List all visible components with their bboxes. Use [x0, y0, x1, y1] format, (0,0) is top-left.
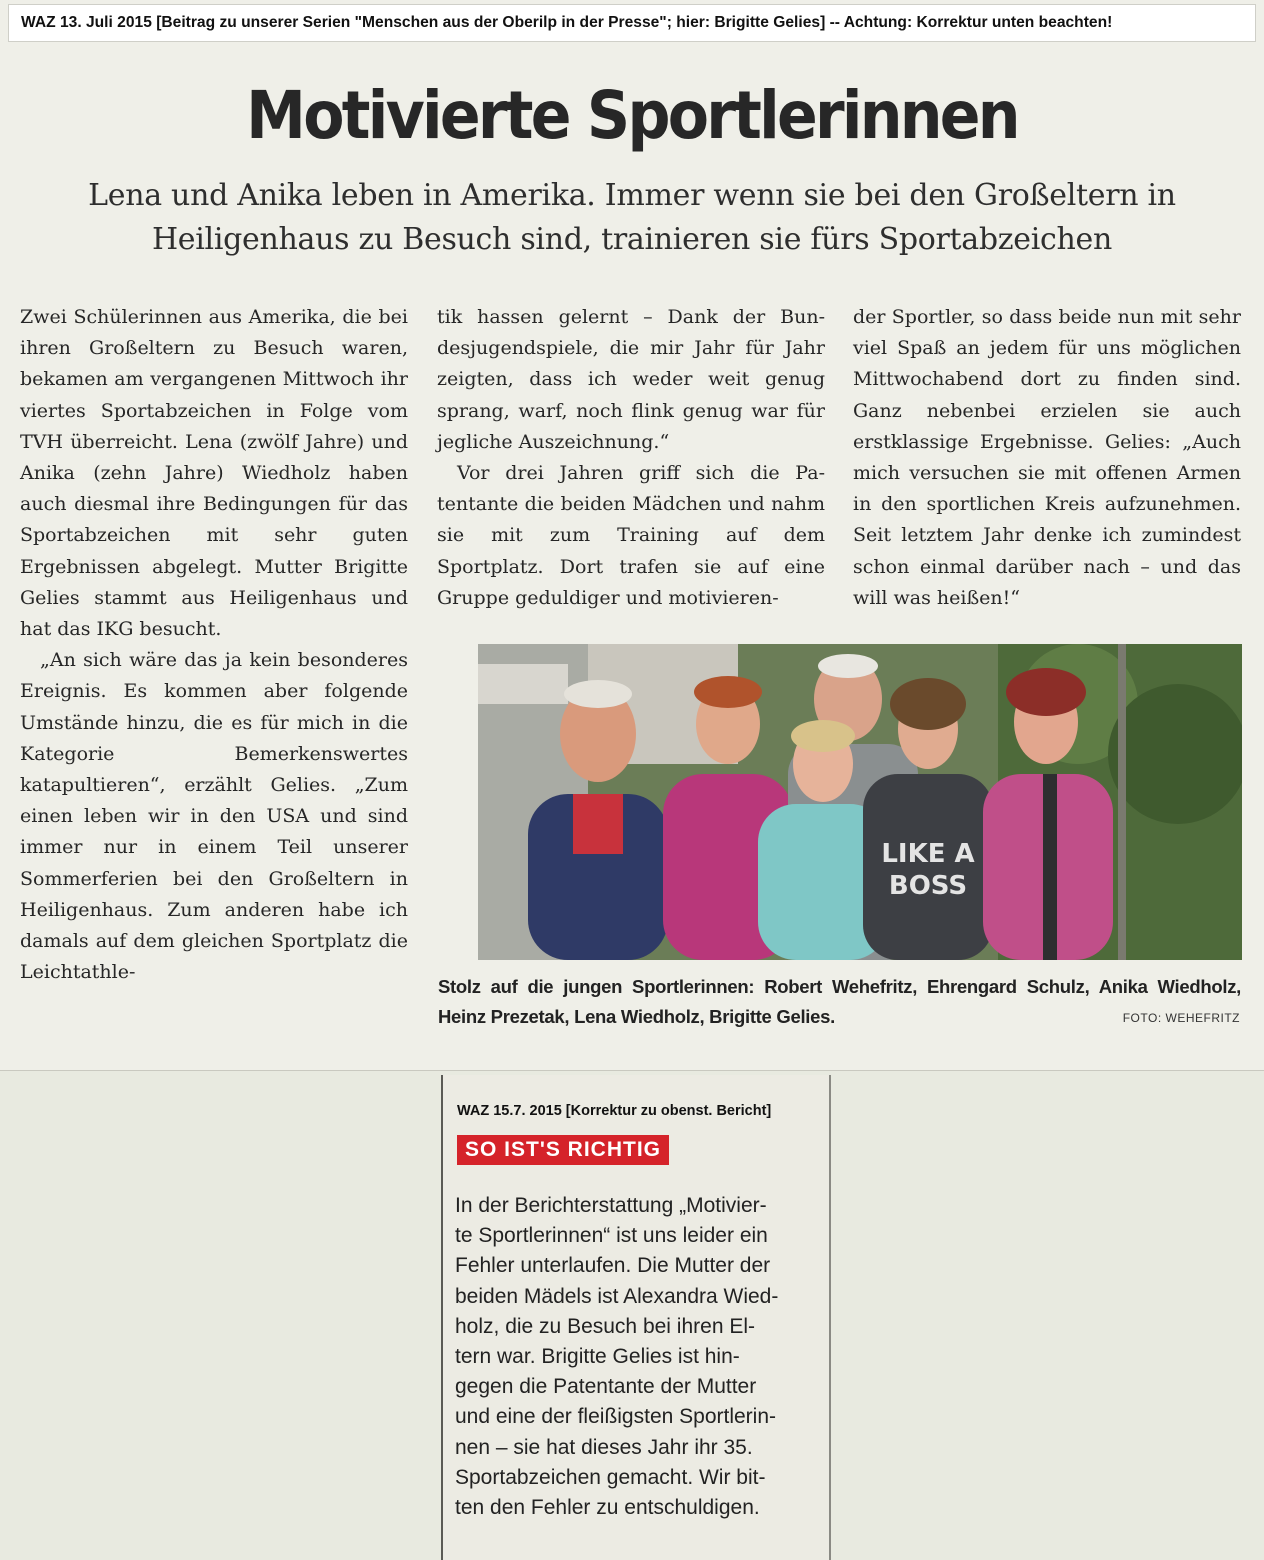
body-paragraph: Vor drei Jahren griff sich die Patentante die beiden Mädchen und nahm sie mit zum Training auf dem Sportplatz. Dort trafen sie auf eine Gruppe geduldiger und motivieren-: [437, 462, 825, 609]
shirt-print-line: LIKE A: [881, 839, 975, 869]
correction-text: [455, 1191, 819, 1523]
correction-line: tern war. Brigitte Gelies ist hin-: [455, 1345, 740, 1369]
correction-line: Fehler unterlaufen. Die Mutter der: [455, 1254, 771, 1278]
photo-caption: Stolz auf die jungen Sportlerinnen: Robert Wehefritz, Ehrengard Schulz, Anika Wiedholz, Heinz Prezetak, Lena Wiedholz, Brigitte Gelies.: [438, 976, 1241, 1027]
article-column-3: [853, 302, 1241, 614]
subheadline-line: Lena und Anika leben in Amerika. Immer wenn sie bei den Großeltern in: [88, 178, 1176, 213]
correction-clipping: [441, 1075, 831, 1560]
body-paragraph: tik hassen gelernt – Dank der Bundesjugendspiele, die mir Jahr für Jahr zeigten, dass ich weder weit genug sprang, warf, noch flink genug war für jegliche Auszeichnung.“: [437, 306, 825, 453]
group-photo: [478, 644, 1242, 960]
article-headline: Motivierte Sportlerinnen: [246, 77, 1018, 154]
body-paragraph: der Sportler, so dass beide nun mit sehr viel Spaß an jedem für uns möglichen Mittwochabend dort zu finden sind. Ganz nebenbei erzielen sie auch erstklassige Ergebnisse. Gelies: „Auch mich versuchen sie mit offenen Armen in den sportlichen Kreis aufzunehmen. Seit letztem Jahr denke ich zumindest schon einmal darüber nach – und das will was heißen!“: [853, 306, 1241, 609]
correction-line: nen – sie hat dieses Jahr ihr 35.: [455, 1435, 753, 1459]
correction-source-label: WAZ 15.7. 2015 [Korrektur zu obenst. Bericht]: [457, 1103, 772, 1119]
correction-line: Sportabzeichen gemacht. Wir bit-: [455, 1465, 766, 1489]
article-column-2: [437, 302, 825, 614]
correction-line: und eine der fleißigsten Sportlerin-: [455, 1405, 777, 1429]
correction-line: gegen die Patentante der Mutter: [455, 1375, 757, 1399]
correction-line: te Sportlerinnen“ ist uns leider ein: [455, 1224, 768, 1248]
subheadline-line: Heiligenhaus zu Besuch sind, trainieren sie fürs Sportabzeichen: [151, 222, 1113, 257]
article-subheadline: [0, 174, 1264, 262]
correction-line: holz, die zu Besuch bei ihren El-: [455, 1314, 755, 1338]
body-paragraph: Zwei Schülerinnen aus Amerika, die bei ihren Großeltern zu Besuch waren, bekamen am vergangenen Mittwoch ihr viertes Sportabzeichen in Folge vom TVH überreicht. Lena (zwölf Jahre) und Anika (zehn Jahre) Wiedholz haben auch diesmal ihre Bedingungen für das Sportabzeichen mit sehr guten Ergebnissen abgelegt. Mutter Brigitte Gelies stammt aus Heiligenhaus und hat das IKG besucht.: [20, 306, 408, 641]
shirt-print-line: BOSS: [888, 871, 968, 901]
correction-badge: SO IST'S RICHTIG: [457, 1135, 669, 1165]
group-photo-illustration: [478, 644, 1242, 960]
correction-line: ten den Fehler zu entschuldigen.: [455, 1496, 760, 1520]
correction-line: In der Berichterstattung „Motivier-: [455, 1194, 767, 1217]
article-column-1: [20, 302, 408, 988]
photo-credit: FOTO: WEHEFRITZ: [1122, 1011, 1240, 1025]
source-note-banner: WAZ 13. Juli 2015 [Beitrag zu unserer Serien "Menschen aus der Oberilp in der Presse"; hier: Brigitte Gelies] -- Achtung: Korrektur unten beachten!: [8, 4, 1256, 42]
body-paragraph: „An sich wäre das ja kein besonderes Ereignis. Es kommen aber folgende Umstände hinzu, die es für mich in die Kategorie Bemerkenswertes katapultieren“, erzählt Gelies. „Zum einen leben wir in den USA und sind immer nur in einem Teil unserer Sommerferien bei den Großeltern in Heiligenhaus. Zum anderen habe ich damals auf dem gleichen Sportplatz die Leichtathle-: [20, 649, 408, 984]
correction-line: beiden Mädels ist Alexandra Wied-: [455, 1284, 779, 1308]
